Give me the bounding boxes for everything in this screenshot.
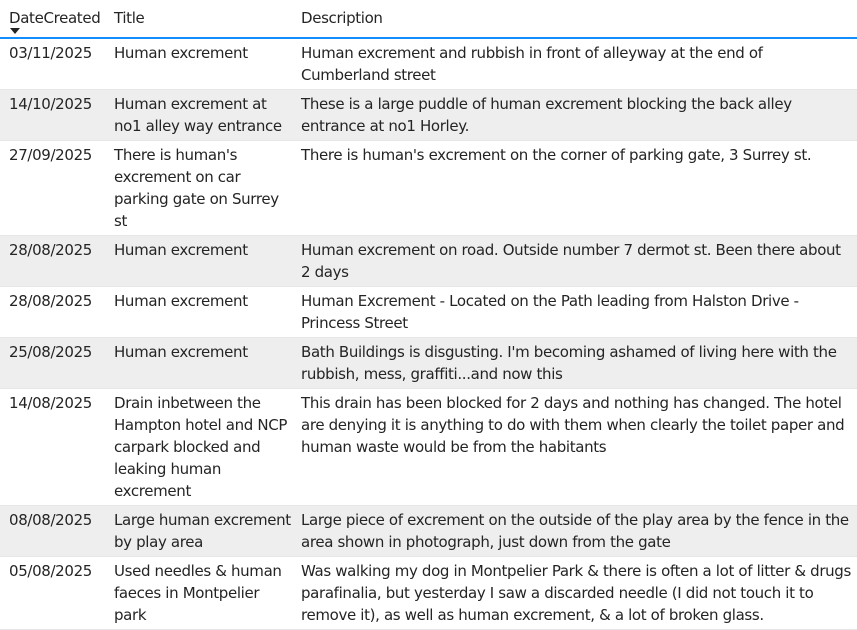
title-cell: Used needles & human faeces in Montpelier park: [114, 562, 282, 624]
table-row[interactable]: [0, 236, 857, 287]
sort-descending-icon[interactable]: [10, 28, 20, 34]
table-row[interactable]: [0, 338, 857, 389]
table-row[interactable]: [0, 287, 857, 338]
table-row[interactable]: [0, 389, 857, 506]
table-header: [0, 0, 857, 39]
date-cell: 27/09/2025: [9, 146, 92, 164]
title-cell: There is human's excrement on car parking gate on Surrey st: [114, 146, 279, 230]
date-cell: 14/08/2025: [9, 394, 92, 412]
date-cell: 14/10/2025: [9, 95, 92, 113]
table-row[interactable]: [0, 557, 857, 630]
date-cell: 08/08/2025: [9, 511, 92, 529]
column-header-title[interactable]: [105, 0, 292, 37]
title-cell: Human excrement: [114, 343, 248, 361]
title-cell: Human excrement: [114, 241, 248, 259]
column-header-label: Description: [301, 9, 383, 27]
title-cell: Large human excrement by play area: [114, 511, 291, 551]
title-cell: Human excrement: [114, 292, 248, 310]
column-header-label: DateCreated: [9, 9, 101, 27]
date-cell: 25/08/2025: [9, 343, 92, 361]
description-cell: Was walking my dog in Montpelier Park & there is often a lot of litter & drugs parafinalia, but yesterday I saw a discarded needle (I did not touch it to remove it), as well as human excrement, & a lot of broken glass.: [301, 562, 851, 624]
date-cell: 05/08/2025: [9, 562, 92, 580]
date-cell: 28/08/2025: [9, 241, 92, 259]
description-cell: This drain has been blocked for 2 days and nothing has changed. The hotel are denying it is anything to do with them when clearly the toilet paper and human waste would be from the habitants: [301, 394, 845, 456]
table-row[interactable]: [0, 39, 857, 90]
description-cell: There is human's excrement on the corner of parking gate, 3 Surrey st.: [301, 146, 812, 164]
date-cell: 03/11/2025: [9, 44, 92, 62]
column-header-label: Title: [114, 9, 145, 27]
description-cell: Human excrement and rubbish in front of alleyway at the end of Cumberland street: [301, 44, 763, 84]
description-cell: Human excrement on road. Outside number 7 dermot st. Been there about 2 days: [301, 241, 841, 281]
date-cell: 28/08/2025: [9, 292, 92, 310]
title-cell: Human excrement at no1 alley way entrance: [114, 95, 282, 135]
title-cell: Drain inbetween the Hampton hotel and NCP carpark blocked and leaking human excrement: [114, 394, 288, 500]
description-cell: Human Excrement - Located on the Path leading from Halston Drive - Princess Street: [301, 292, 799, 332]
column-header-description[interactable]: [292, 0, 857, 37]
table-row[interactable]: [0, 506, 857, 557]
description-cell: Large piece of excrement on the outside of the play area by the fence in the area shown in photograph, just down from the gate: [301, 511, 849, 551]
table-row[interactable]: [0, 90, 857, 141]
description-cell: Bath Buildings is disgusting. I'm becoming ashamed of living here with the rubbish, mess, graffiti...and now this: [301, 343, 837, 383]
description-cell: These is a large puddle of human excrement blocking the back alley entrance at no1 Horley.: [301, 95, 792, 135]
column-header-datecreated[interactable]: [0, 0, 105, 37]
title-cell: Human excrement: [114, 44, 248, 62]
table-row[interactable]: [0, 141, 857, 236]
